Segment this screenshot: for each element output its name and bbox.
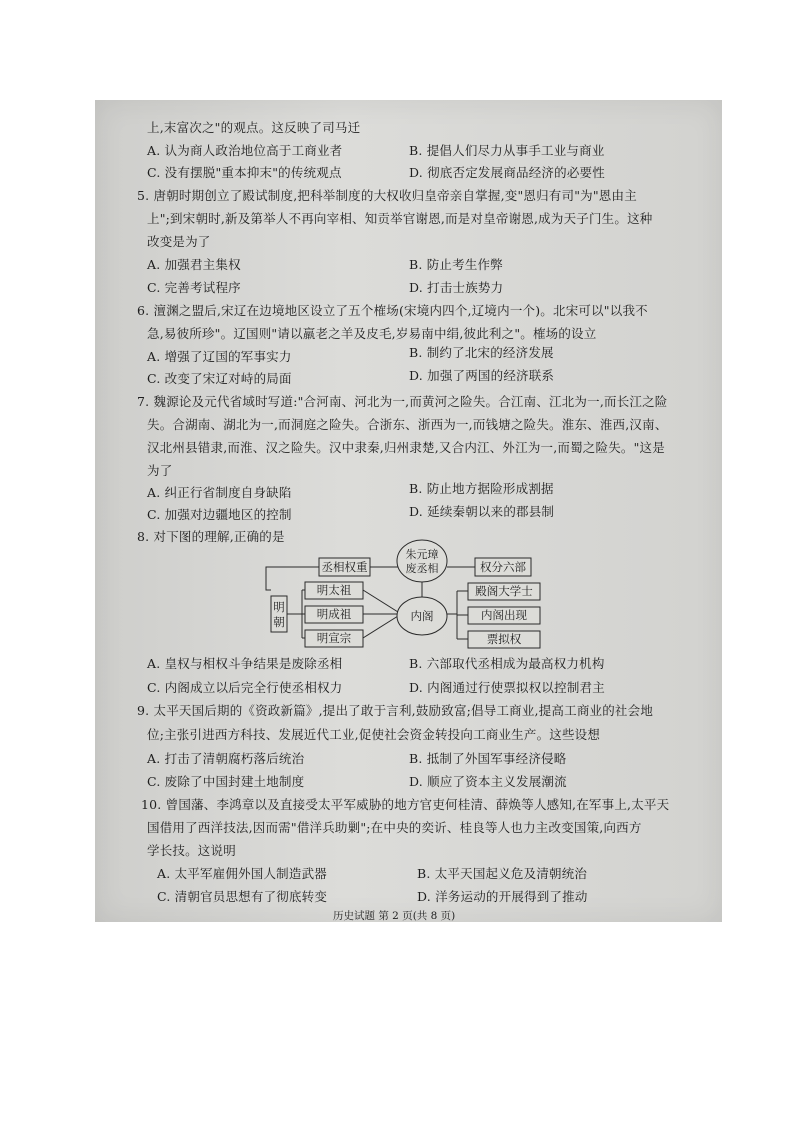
q10-option-c: C. 清朝官员思想有了彻底转变 — [157, 889, 328, 904]
q5-stem-line1: 5. 唐朝时期创立了殿试制度,把科举制度的大权收归皇帝亲自掌握,变"恩归有司"为"恩由主 — [137, 188, 637, 203]
exam-page — [95, 100, 722, 922]
q8-option-d: D. 内阁通过行使票拟权以控制君主 — [409, 680, 605, 695]
q8-right-item-1: 殿阁大学士 — [475, 584, 533, 598]
q8-option-c: C. 内阁成立以后完全行使丞相权力 — [147, 680, 343, 695]
q8-emperor-2: 明成祖 — [316, 607, 352, 621]
q8-emperor-1: 明太祖 — [316, 583, 352, 597]
q4-option-a: A. 认为商人政治地位高于工商业者 — [147, 143, 343, 158]
q8-option-a: A. 皇权与相权斗争结果是废除丞相 — [147, 656, 343, 671]
q9-stem-line2: 位;主张引进西方科技、发展近代工业,促使社会资金转投向工商业生产。这些设想 — [147, 727, 601, 742]
q8-right-item-2: 内阁出现 — [481, 608, 527, 622]
q7-option-c: C. 加强对边疆地区的控制 — [147, 507, 292, 522]
q10-stem-line3: 学长技。这说明 — [147, 843, 236, 858]
q6-stem-line2: 急,易彼所珍"。辽国则"请以羸老之羊及皮毛,岁易南中绢,彼此利之"。榷场的设立 — [147, 326, 597, 341]
q5-option-d: D. 打击士族势力 — [409, 280, 504, 295]
q10-option-a: A. 太平军雇佣外国人制造武器 — [157, 866, 327, 881]
q6-option-a: A. 增强了辽国的军事实力 — [147, 349, 292, 364]
q10-option-d: D. 洋务运动的开展得到了推动 — [417, 889, 588, 904]
q9-option-a: A. 打击了清朝腐朽落后统治 — [147, 751, 305, 766]
q8-connectors — [266, 567, 475, 639]
q7-option-b: B. 防止地方据险形成割据 — [409, 481, 554, 496]
q8-right-item-3: 票拟权 — [486, 632, 522, 646]
q8-center-circle-label: 内阁 — [410, 609, 434, 623]
q7-stem-line4: 为了 — [147, 463, 173, 478]
q6-option-c: C. 改变了宋辽对峙的局面 — [147, 371, 292, 386]
q9-option-c: C. 废除了中国封建土地制度 — [147, 774, 305, 789]
q9-option-b: B. 抵制了外国军事经济侵略 — [409, 751, 567, 766]
q5-option-a: A. 加强君主集权 — [147, 257, 241, 272]
q9-option-d: D. 顺应了资本主义发展潮流 — [409, 774, 567, 789]
q7-option-a: A. 纠正行省制度自身缺陷 — [147, 485, 292, 500]
q8-ming-line2: 朝 — [273, 615, 285, 629]
q6-stem-line1: 6. 澶渊之盟后,宋辽在边境地区设立了五个榷场(宋境内四个,辽境内一个)。北宋可以"以我不 — [137, 303, 648, 318]
page-footer: 历史试题 第 2 页(共 8 页) — [333, 910, 456, 922]
q8-emperor-3: 明宣宗 — [316, 631, 352, 645]
q5-option-b: B. 防止考生作弊 — [409, 257, 503, 272]
q7-option-d: D. 延续秦朝以来的郡县制 — [409, 504, 555, 519]
q7-stem-line2: 失。合湖南、湖北为一,而洞庭之险失。合浙东、浙西为一,而钱塘之险失。淮东、淮西,汉南、 — [147, 417, 668, 432]
q10-option-b: B. 太平天国起义危及清朝统治 — [417, 866, 588, 881]
q4-option-b: B. 提倡人们尽力从事手工业与商业 — [409, 143, 605, 158]
q4-option-c: C. 没有摆脱"重本抑末"的传统观点 — [147, 165, 342, 180]
q8-top-circle-line1: 朱元璋 — [405, 548, 439, 561]
q10-stem-line1: 10. 曾国藩、李鸿章以及直接受太平军威胁的地方官吏何桂清、薛焕等人感知,在军事上,太平天 — [141, 797, 670, 812]
q8-option-b: B. 六部取代丞相成为最高权力机构 — [409, 656, 605, 671]
q8-ming-line1: 明 — [273, 600, 285, 614]
q8-diagram — [95, 100, 722, 660]
q8-right-top-label: 权分六部 — [480, 560, 526, 574]
q7-stem-line3: 汉北州县错隶,而淮、汉之险失。汉中隶秦,归州隶楚,又合内江、外江为一,而蜀之险失。"这是 — [147, 440, 665, 455]
q4-stem: 上,末富次之"的观点。这反映了司马迁 — [147, 120, 361, 135]
q5-option-c: C. 完善考试程序 — [147, 280, 241, 295]
q6-option-d: D. 加强了两国的经济联系 — [409, 368, 555, 383]
q8-stem: 8. 对下图的理解,正确的是 — [137, 529, 285, 544]
q8-top-circle-line2: 废丞相 — [405, 562, 439, 575]
q7-stem-line1: 7. 魏源论及元代省域时写道:"合河南、河北为一,而黄河之险失。合江南、江北为一,而长江之险 — [137, 394, 668, 409]
q6-option-b: B. 制约了北宋的经济发展 — [409, 345, 554, 360]
q4-option-d: D. 彻底否定发展商品经济的必要性 — [409, 165, 605, 180]
q10-stem-line2: 国借用了西洋技法,因而需"借洋兵助剿";在中央的奕䜣、桂良等人也力主改变国策,向西方 — [147, 820, 642, 835]
q5-stem-line3: 改变是为了 — [147, 234, 211, 249]
q5-stem-line2: 上";到宋朝时,新及第举人不再向宰相、知贡举官谢恩,而是对皇帝谢恩,成为天子门生。这种 — [147, 211, 653, 226]
q8-left-top-label: 丞相权重 — [321, 560, 368, 574]
q9-stem-line1: 9. 太平天国后期的《资政新篇》,提出了敢于言利,鼓励致富;倡导工商业,提高工商业的社会地 — [137, 703, 654, 718]
q8-top-circle — [397, 540, 447, 582]
